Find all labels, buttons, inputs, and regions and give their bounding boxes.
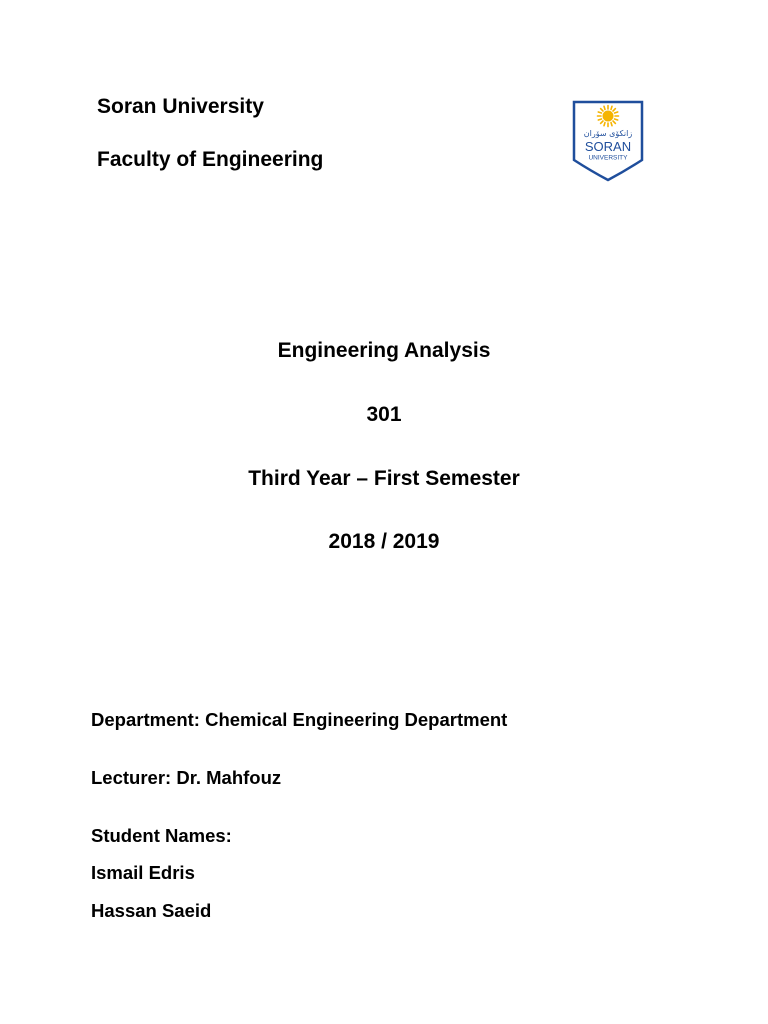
- course-term: Third Year – First Semester: [248, 467, 520, 490]
- faculty-name: Faculty of Engineering: [97, 148, 324, 171]
- logo-arabic-text: زانکۆی سۆران: [583, 129, 633, 138]
- student-names-label: Student Names:: [91, 825, 232, 846]
- department-line: Department: Chemical Engineering Department: [91, 709, 508, 730]
- course-title: Engineering Analysis: [277, 339, 491, 362]
- logo-word-university: UNIVERSITY: [588, 154, 628, 162]
- lecturer-line: Lecturer: Dr. Mahfouz: [91, 767, 282, 788]
- sun-icon: [598, 106, 619, 127]
- soran-university-logo: [572, 100, 644, 182]
- academic-year: 2018 / 2019: [328, 530, 440, 553]
- course-code: 301: [366, 403, 402, 426]
- logo-word-soran: SORAN: [584, 139, 632, 154]
- student-name: Ismail Edris: [91, 862, 195, 883]
- student-name: Hassan Saeid: [91, 900, 212, 921]
- university-name: Soran University: [97, 95, 264, 118]
